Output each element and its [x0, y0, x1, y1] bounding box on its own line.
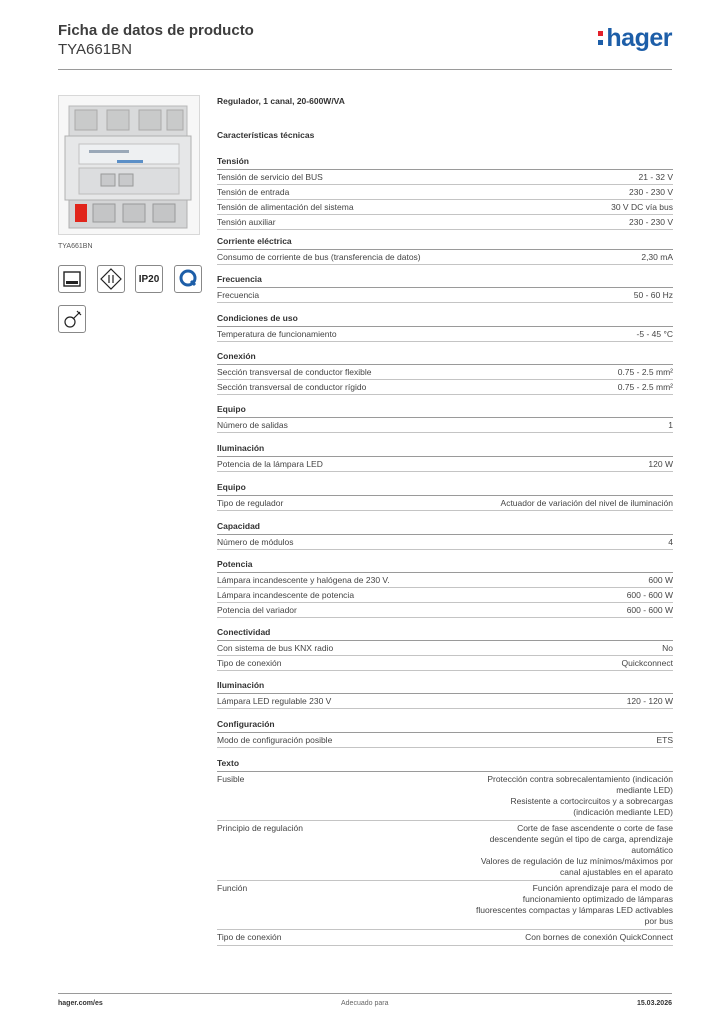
text-row: [217, 821, 673, 881]
spec-value: 0.75 - 2.5 mm²: [617, 382, 673, 392]
spec-row: [217, 185, 673, 200]
spec-label: Tipo de regulador: [217, 498, 284, 508]
spec-value: 50 - 60 Hz: [633, 290, 673, 300]
group-title: Configuración: [217, 719, 673, 733]
spec-group: [217, 443, 673, 472]
text-label: Función: [217, 883, 248, 893]
page-header: [58, 20, 672, 70]
text-group: [217, 758, 673, 946]
spec-value: Actuador de variación del nivel de iluminación: [500, 498, 673, 508]
group-title: Potencia: [217, 559, 673, 573]
spec-value: 600 W: [648, 575, 673, 585]
spec-row: [217, 200, 673, 215]
text-line: Con bornes de conexión QuickConnect: [525, 932, 673, 942]
group-title: Condiciones de uso: [217, 313, 673, 327]
spec-label: Tipo de conexión: [217, 658, 282, 668]
spec-group: [217, 482, 673, 511]
spec-row: [217, 380, 673, 395]
spec-row: [217, 170, 673, 185]
spec-value: 600 - 600 W: [626, 590, 673, 600]
ip20-badge: IP20: [135, 265, 163, 293]
double-insulation-icon: [97, 265, 125, 293]
spec-group: [217, 156, 673, 230]
spec-value: 0.75 - 2.5 mm²: [617, 367, 673, 377]
footer-website: hager.com/es: [58, 1000, 103, 1007]
dimming-lamp-icon: [58, 305, 86, 333]
document-title: Ficha de datos de producto: [58, 22, 254, 39]
text-value: [441, 932, 673, 943]
group-title: Equipo: [217, 482, 673, 496]
text-line: Resistente a cortocircuitos y a sobrecargas: [510, 796, 673, 806]
spec-value: 600 - 600 W: [626, 605, 673, 615]
spec-row: [217, 250, 673, 265]
group-title: Equipo: [217, 404, 673, 418]
spec-label: Tensión de alimentación del sistema: [217, 202, 354, 212]
spec-row: [217, 457, 673, 472]
spec-label: Consumo de corriente de bus (transferencia de datos): [217, 252, 421, 262]
spec-label: Potencia de la lámpara LED: [217, 459, 323, 469]
text-value: [441, 823, 673, 878]
spec-label: Modo de configuración posible: [217, 735, 333, 745]
spec-group: [217, 521, 673, 550]
spec-label: Número de módulos: [217, 537, 294, 547]
spec-label: Tensión de entrada: [217, 187, 290, 197]
spec-group: [217, 559, 673, 618]
text-line: funcionamiento optimizado de lámparas: [522, 894, 673, 904]
spec-row: [217, 418, 673, 433]
spec-label: Lámpara incandescente de potencia: [217, 590, 355, 600]
spec-label: Número de salidas: [217, 420, 288, 430]
text-row: [217, 881, 673, 930]
group-title: Tensión: [217, 156, 673, 170]
group-title: Conectividad: [217, 627, 673, 641]
spec-label: Frecuencia: [217, 290, 260, 300]
text-row: [217, 772, 673, 821]
text-line: Protección contra sobrecalentamiento (indicación: [487, 774, 673, 784]
hager-logo: [598, 24, 672, 54]
spec-value: ETS: [656, 735, 673, 745]
group-title: Conexión: [217, 351, 673, 365]
text-value: [441, 774, 673, 818]
spec-group: [217, 236, 673, 265]
spec-row: [217, 733, 673, 748]
text-value: [441, 883, 673, 927]
text-line: automático: [631, 845, 673, 855]
spec-group: [217, 313, 673, 342]
text-row: [217, 930, 673, 946]
spec-value: 230 - 230 V: [629, 187, 673, 197]
group-title: Corriente eléctrica: [217, 236, 673, 250]
spec-row: [217, 694, 673, 709]
page-footer: [58, 993, 672, 1013]
text-line: fluorescentes compactas y lámparas LED activables: [475, 905, 673, 915]
product-description: Regulador, 1 canal, 20-600W/VA: [217, 96, 345, 106]
spec-group: [217, 627, 673, 671]
spec-value: 2,30 mA: [641, 252, 673, 262]
spec-group: [217, 404, 673, 433]
spec-label: Lámpara incandescente y halógena de 230 V.: [217, 575, 390, 585]
spec-row: [217, 588, 673, 603]
spec-row: [217, 603, 673, 618]
text-line: por bus: [644, 916, 673, 926]
text-line: Función aprendizaje para el modo de: [532, 883, 673, 893]
section-heading: Características técnicas: [217, 130, 315, 140]
spec-value: 30 V DC vía bus: [611, 202, 673, 212]
spec-row: [217, 641, 673, 656]
spec-label: Tensión auxiliar: [217, 217, 276, 227]
spec-row: [217, 215, 673, 230]
knx-bus-icon: [58, 265, 86, 293]
spec-row: [217, 656, 673, 671]
quickconnect-icon: [174, 265, 202, 293]
spec-value: 4: [668, 537, 673, 547]
image-caption: TYA661BN: [58, 243, 93, 250]
spec-value: 1: [668, 420, 673, 430]
spec-row: [217, 288, 673, 303]
spec-label: Con sistema de bus KNX radio: [217, 643, 334, 653]
text-label: Fusible: [217, 774, 245, 784]
spec-value: 21 - 32 V: [638, 172, 673, 182]
spec-value: 120 W: [648, 459, 673, 469]
spec-value: 230 - 230 V: [629, 217, 673, 227]
spec-row: [217, 327, 673, 342]
text-line: Valores de regulación de luz mínimos/máximos por: [480, 856, 673, 866]
text-line: (indicación mediante LED): [573, 807, 673, 817]
spec-value: 120 - 120 W: [626, 696, 673, 706]
spec-value: -5 - 45 °C: [636, 329, 673, 339]
text-line: descendente según el tipo de carga, aprendizaje: [489, 834, 673, 844]
logo-mark-icon: [598, 27, 605, 47]
spec-label: Sección transversal de conductor rígido: [217, 382, 367, 392]
product-code: TYA661BN: [58, 41, 132, 58]
spec-value: No: [662, 643, 673, 653]
spec-label: Lámpara LED regulable 230 V: [217, 696, 332, 706]
logo-text: hager: [606, 24, 672, 52]
spec-label: Potencia del variador: [217, 605, 297, 615]
text-label: Tipo de conexión: [217, 932, 282, 942]
group-title: Iluminación: [217, 443, 673, 457]
spec-group: [217, 351, 673, 395]
group-title: Frecuencia: [217, 274, 673, 288]
spec-row: [217, 573, 673, 588]
group-title: Iluminación: [217, 680, 673, 694]
text-line: canal ajustables en el aparato: [560, 867, 673, 877]
group-title: Texto: [217, 758, 673, 772]
spec-group: [217, 719, 673, 748]
product-image: [58, 95, 200, 235]
footer-date: 15.03.2026: [636, 1000, 672, 1007]
footer-suitable-for: Adecuado para: [341, 1000, 389, 1007]
text-label: Principio de regulación: [217, 823, 303, 833]
spec-label: Tensión de servicio del BUS: [217, 172, 323, 182]
spec-row: [217, 535, 673, 550]
spec-label: Sección transversal de conductor flexible: [217, 367, 372, 377]
text-line: mediante LED): [616, 785, 673, 795]
spec-row: [217, 365, 673, 380]
din-rail-module-illustration: [59, 96, 200, 235]
spec-group: [217, 274, 673, 303]
text-line: Corte de fase ascendente o corte de fase: [517, 823, 673, 833]
spec-value: Quickconnect: [621, 658, 673, 668]
spec-group: [217, 680, 673, 709]
spec-row: [217, 496, 673, 511]
spec-label: Temperatura de funcionamiento: [217, 329, 337, 339]
group-title: Capacidad: [217, 521, 673, 535]
